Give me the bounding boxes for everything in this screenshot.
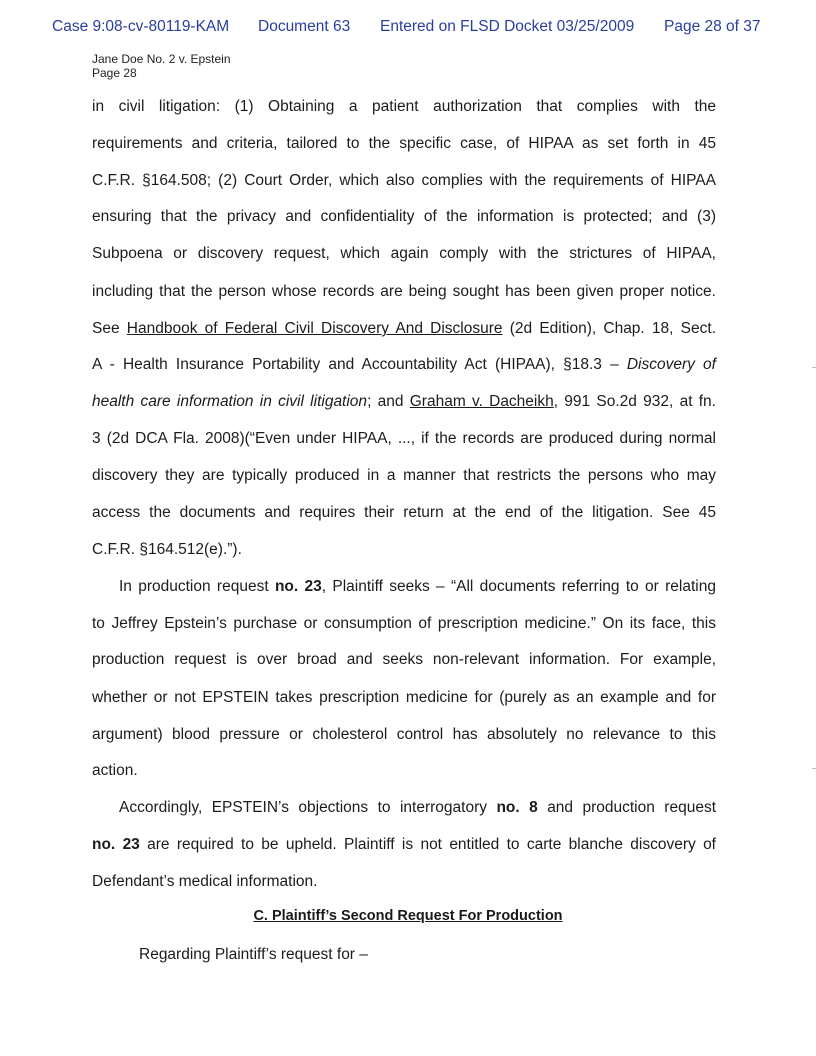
italic-title: Discovery of — [626, 356, 716, 373]
text-run: Accordingly, EPSTEIN’s objections to interrogatory — [119, 799, 487, 816]
text-run: ; and — [367, 393, 404, 410]
body-line: access the documents and requires their return at the end of the litigation. See 45 — [92, 504, 716, 521]
body-line: requirements and criteria, tailored to the specific case, of HIPAA as set forth in 45 — [92, 135, 716, 152]
body-line: in civil litigation: (1) Obtaining a patient authorization that complies with the — [92, 98, 716, 115]
body-line: 3 (2d DCA Fla. 2008)(“Even under HIPAA, ..., if the records are produced during normal — [92, 430, 716, 447]
body-line — [119, 798, 716, 818]
text-run: are required to be upheld. Plaintiff is not entitled to carte blanche discovery of — [147, 836, 716, 853]
body-line — [92, 319, 716, 339]
body-line: action. — [92, 762, 138, 779]
docket-entry: Entered on FLSD Docket 03/25/2009 — [380, 18, 635, 35]
italic-title: health care information in civil litigation — [92, 393, 368, 410]
page-label: Page 28 — [92, 66, 137, 80]
body-line: C.F.R. §164.508; (2) Court Order, which also complies with the requirements of HIPAA — [92, 172, 716, 189]
section-heading: C. Plaintiff’s Second Request For Production — [253, 908, 563, 924]
body-line: Regarding Plaintiff’s request for – — [139, 946, 368, 963]
body-line: C.F.R. §164.512(e).”). — [92, 541, 242, 558]
body-line: production request is over broad and seeks non-relevant information. For example, — [92, 651, 716, 668]
text-run: , 991 So.2d 932, at fn. — [553, 393, 716, 410]
body-line: discovery they are typically produced in a manner that restricts the persons who may — [92, 467, 716, 484]
body-line: including that the person whose records are being sought has been given proper notice. — [92, 283, 716, 300]
request-number: no. 23 — [274, 578, 322, 595]
body-line — [92, 355, 716, 375]
page-count: Page 28 of 37 — [664, 18, 761, 35]
text-run: and production request — [547, 799, 717, 816]
text-run: , Plaintiff seeks – “All documents referring to or relating — [321, 578, 716, 595]
text-run: In production request — [119, 578, 269, 595]
citation-handbook: Handbook of Federal Civil Discovery And Disclosure — [126, 320, 503, 337]
document-number: Document 63 — [258, 18, 351, 35]
body-line: argument) blood pressure or cholesterol control has absolutely no relevance to this — [92, 726, 716, 743]
body-line: to Jeffrey Epstein’s purchase or consumption of prescription medicine.” On its face, this — [92, 615, 716, 632]
body-line: ensuring that the privacy and confidentiality of the information is protected; and (3) — [92, 208, 716, 225]
text-run: A - Health Insurance Portability and Accountability Act (HIPAA), §18.3 – — [92, 356, 619, 373]
body-line: Subpoena or discovery request, which again comply with the strictures of HIPAA, — [92, 245, 716, 262]
scan-margin-mark — [812, 768, 816, 769]
text-run: See — [92, 320, 120, 337]
body-line: Defendant’s medical information. — [92, 873, 318, 890]
case-caption: Jane Doe No. 2 v. Epstein — [92, 52, 231, 66]
interrogatory-number: no. 8 — [496, 799, 538, 816]
body-line — [119, 577, 716, 597]
case-number: Case 9:08-cv-80119-KAM — [52, 18, 230, 35]
request-number: no. 23 — [92, 836, 140, 853]
scan-margin-mark — [812, 367, 816, 368]
body-line — [92, 392, 716, 412]
body-line — [92, 835, 716, 855]
text-run: (2d Edition), Chap. 18, Sect. — [509, 320, 716, 337]
body-line: whether or not EPSTEIN takes prescription medicine for (purely as an example and for — [92, 689, 716, 706]
case-citation: Graham v. Dacheikh — [409, 393, 554, 410]
